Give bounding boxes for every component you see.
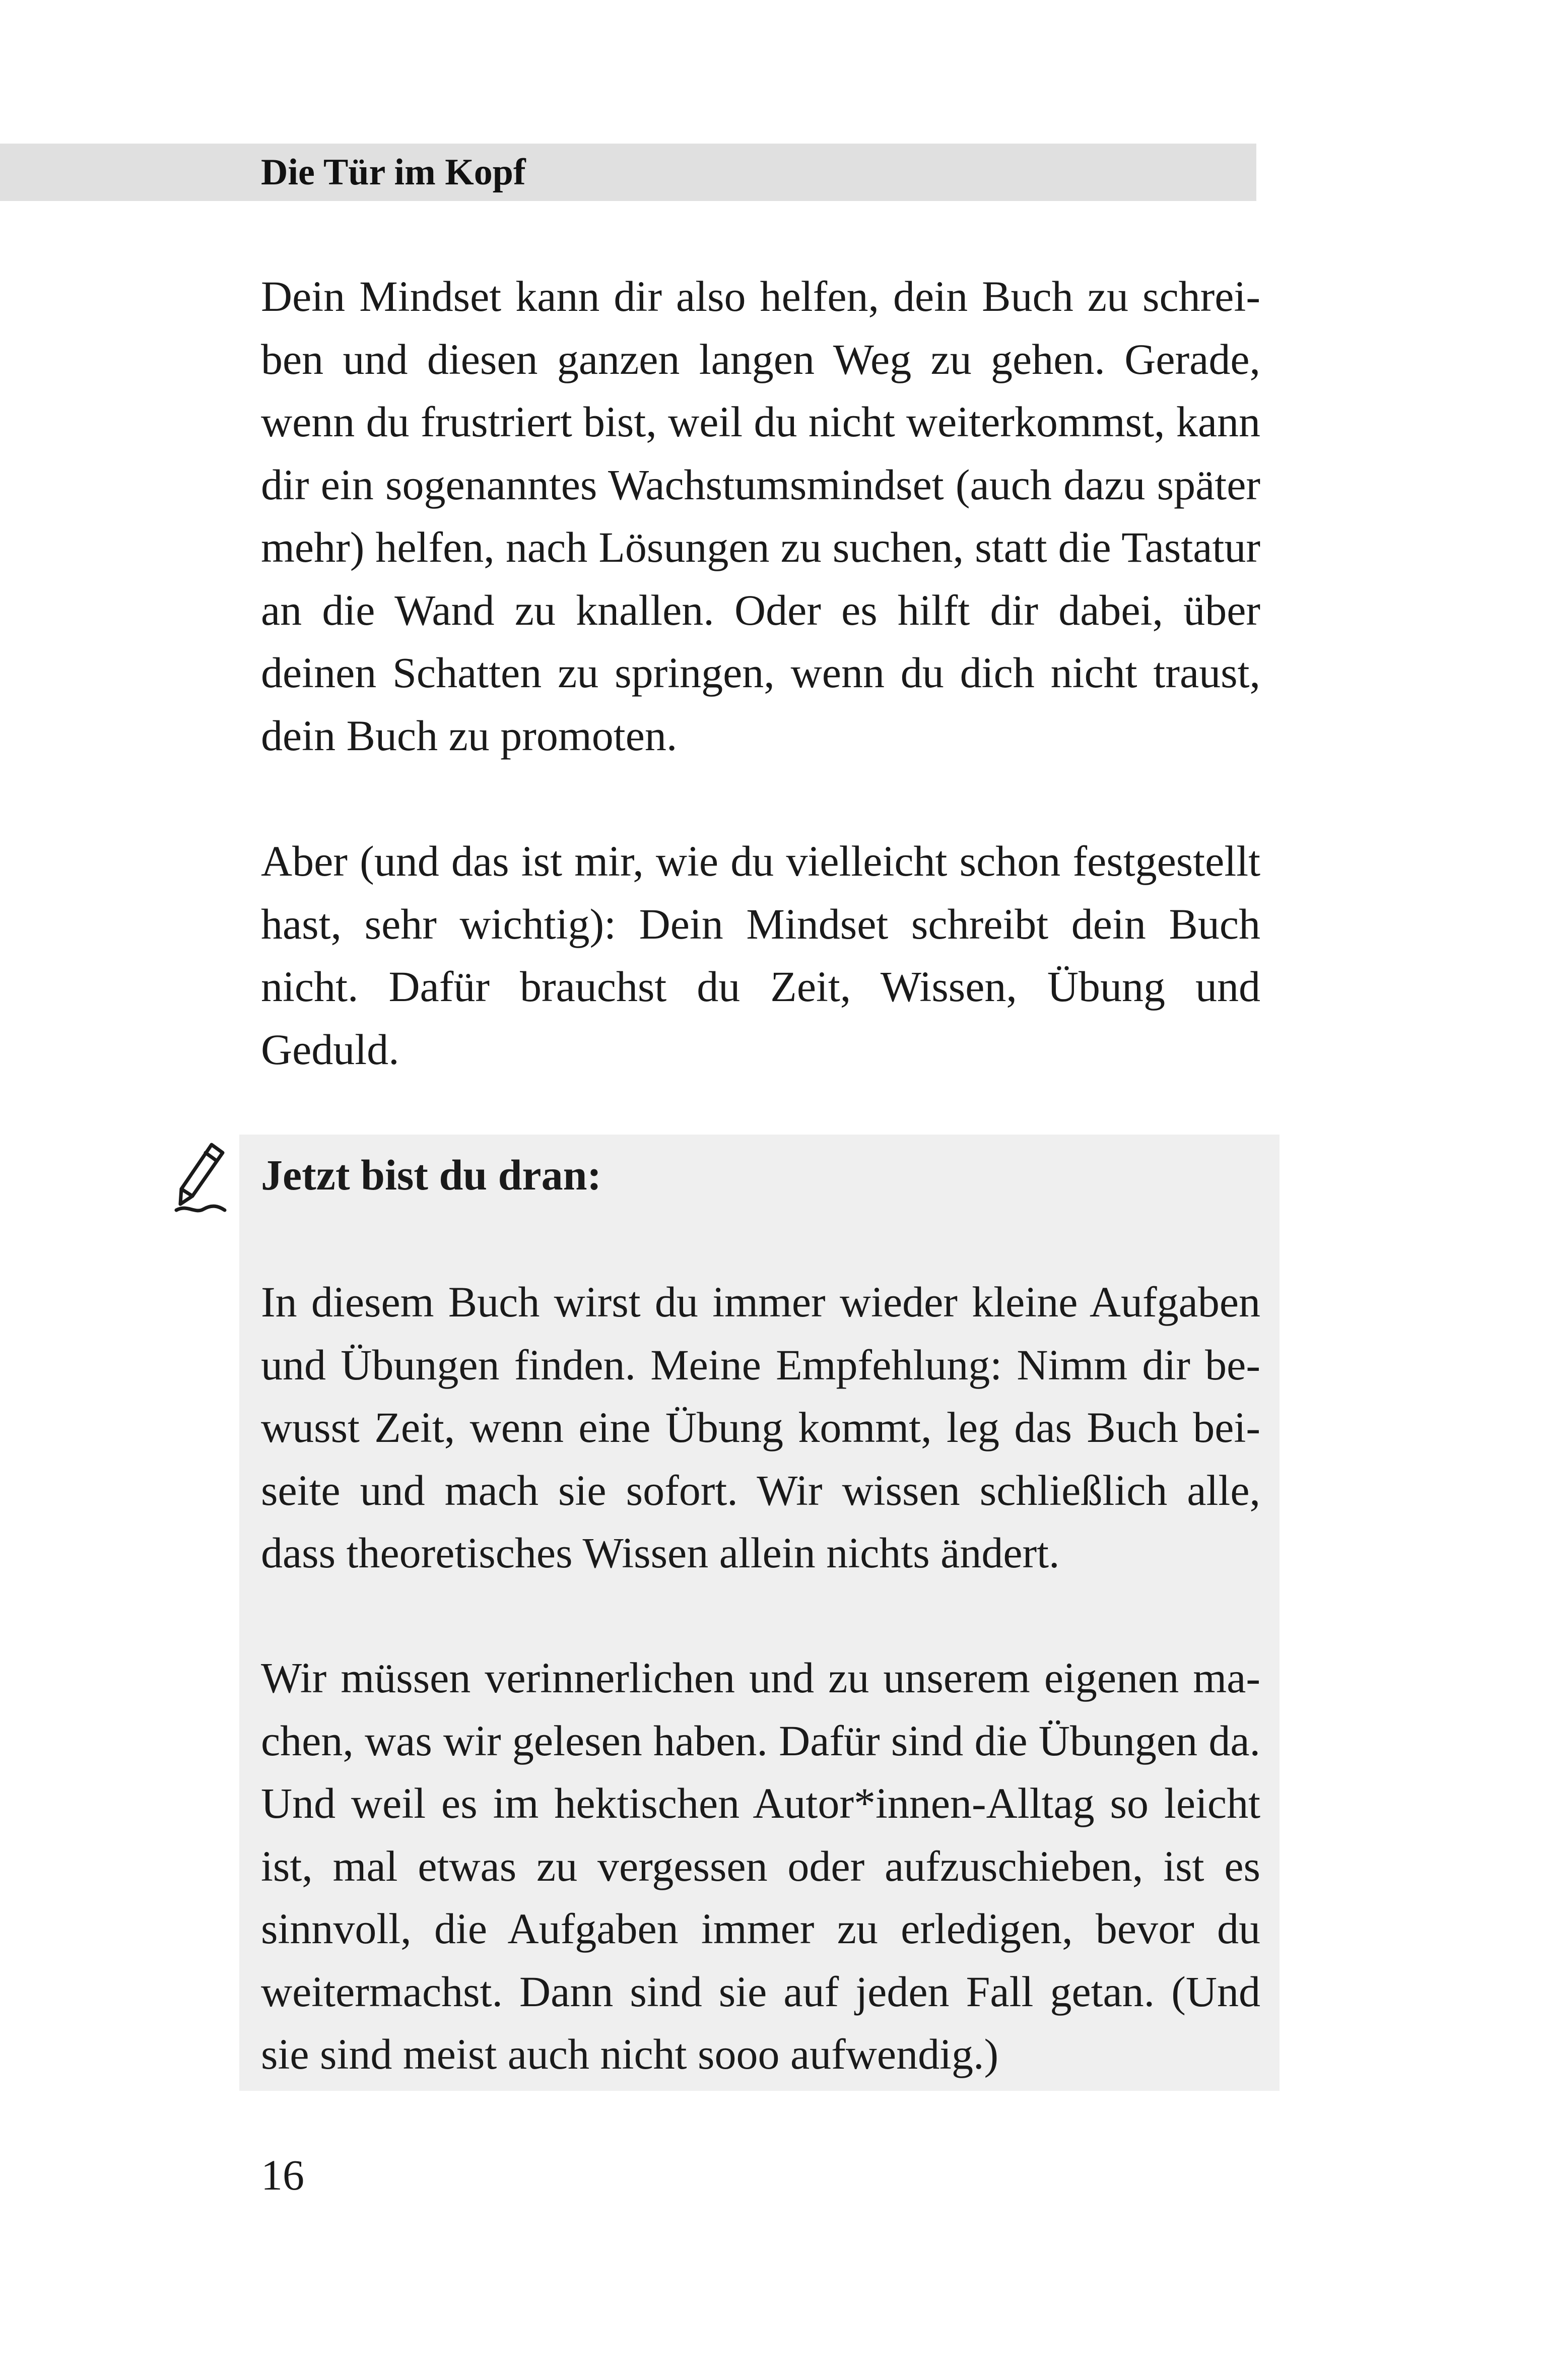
exercise-paragraph-2: Wir müssen verinnerlichen und zu unserem eigenen machen, was wir gelesen haben. Dafür sind die Übungen da. Und weil es im hektischen Autor*innen-Alltag so leicht ist, mal etwas zu vergessen oder aufzuschieben, ist es sinnvoll, die Aufgaben immer zu erledigen, bevor du weitermachst. Dann sind sie auf jeden Fall getan. (Und sie sind meist auch nicht sooo aufwendig.) [261,1654,1260,2078]
body-paragraph-1: Dein Mindset kann dir also helfen, dein Buch zu schreiben und diesen ganzen langen Weg zu gehen. Gerade, wenn du frustriert bist, weil du nicht weiterkommst, kann dir ein sogenanntes Wachstumsmindset (auch dazu später mehr) helfen, nach Lösungen zu suchen, statt die Tastatur an die Wand zu knallen. Oder es hilft dir dabei, über deinen Schatten zu springen, wenn du dich nicht traust, dein Buch zu promoten. [261,272,1260,760]
exercise-heading: Jetzt bist du dran: [261,1151,602,1199]
running-header-title: Die Tür im Kopf [261,152,526,193]
exercise-paragraph-1: In diesem Buch wirst du immer wieder kleine Aufgaben und Übungen finden. Meine Empfehlung: Nimm dir bewusst Zeit, wenn eine Übung kommt, leg das Buch beiseite und mach sie sofort. Wir wissen schließlich alle, dass theoretisches Wissen allein nichts ändert. [261,1278,1260,1577]
page-number: 16 [261,2151,304,2199]
running-header-bar [0,144,1256,201]
body-paragraph-2: Aber (und das ist mir, wie du vielleicht schon festgestellt hast, sehr wichtig): Dein Mindset schreibt dein Buch nicht. Dafür brauchst du Zeit, Wissen, Übung und Geduld. [261,837,1260,1074]
pencil-icon [172,1140,228,1215]
